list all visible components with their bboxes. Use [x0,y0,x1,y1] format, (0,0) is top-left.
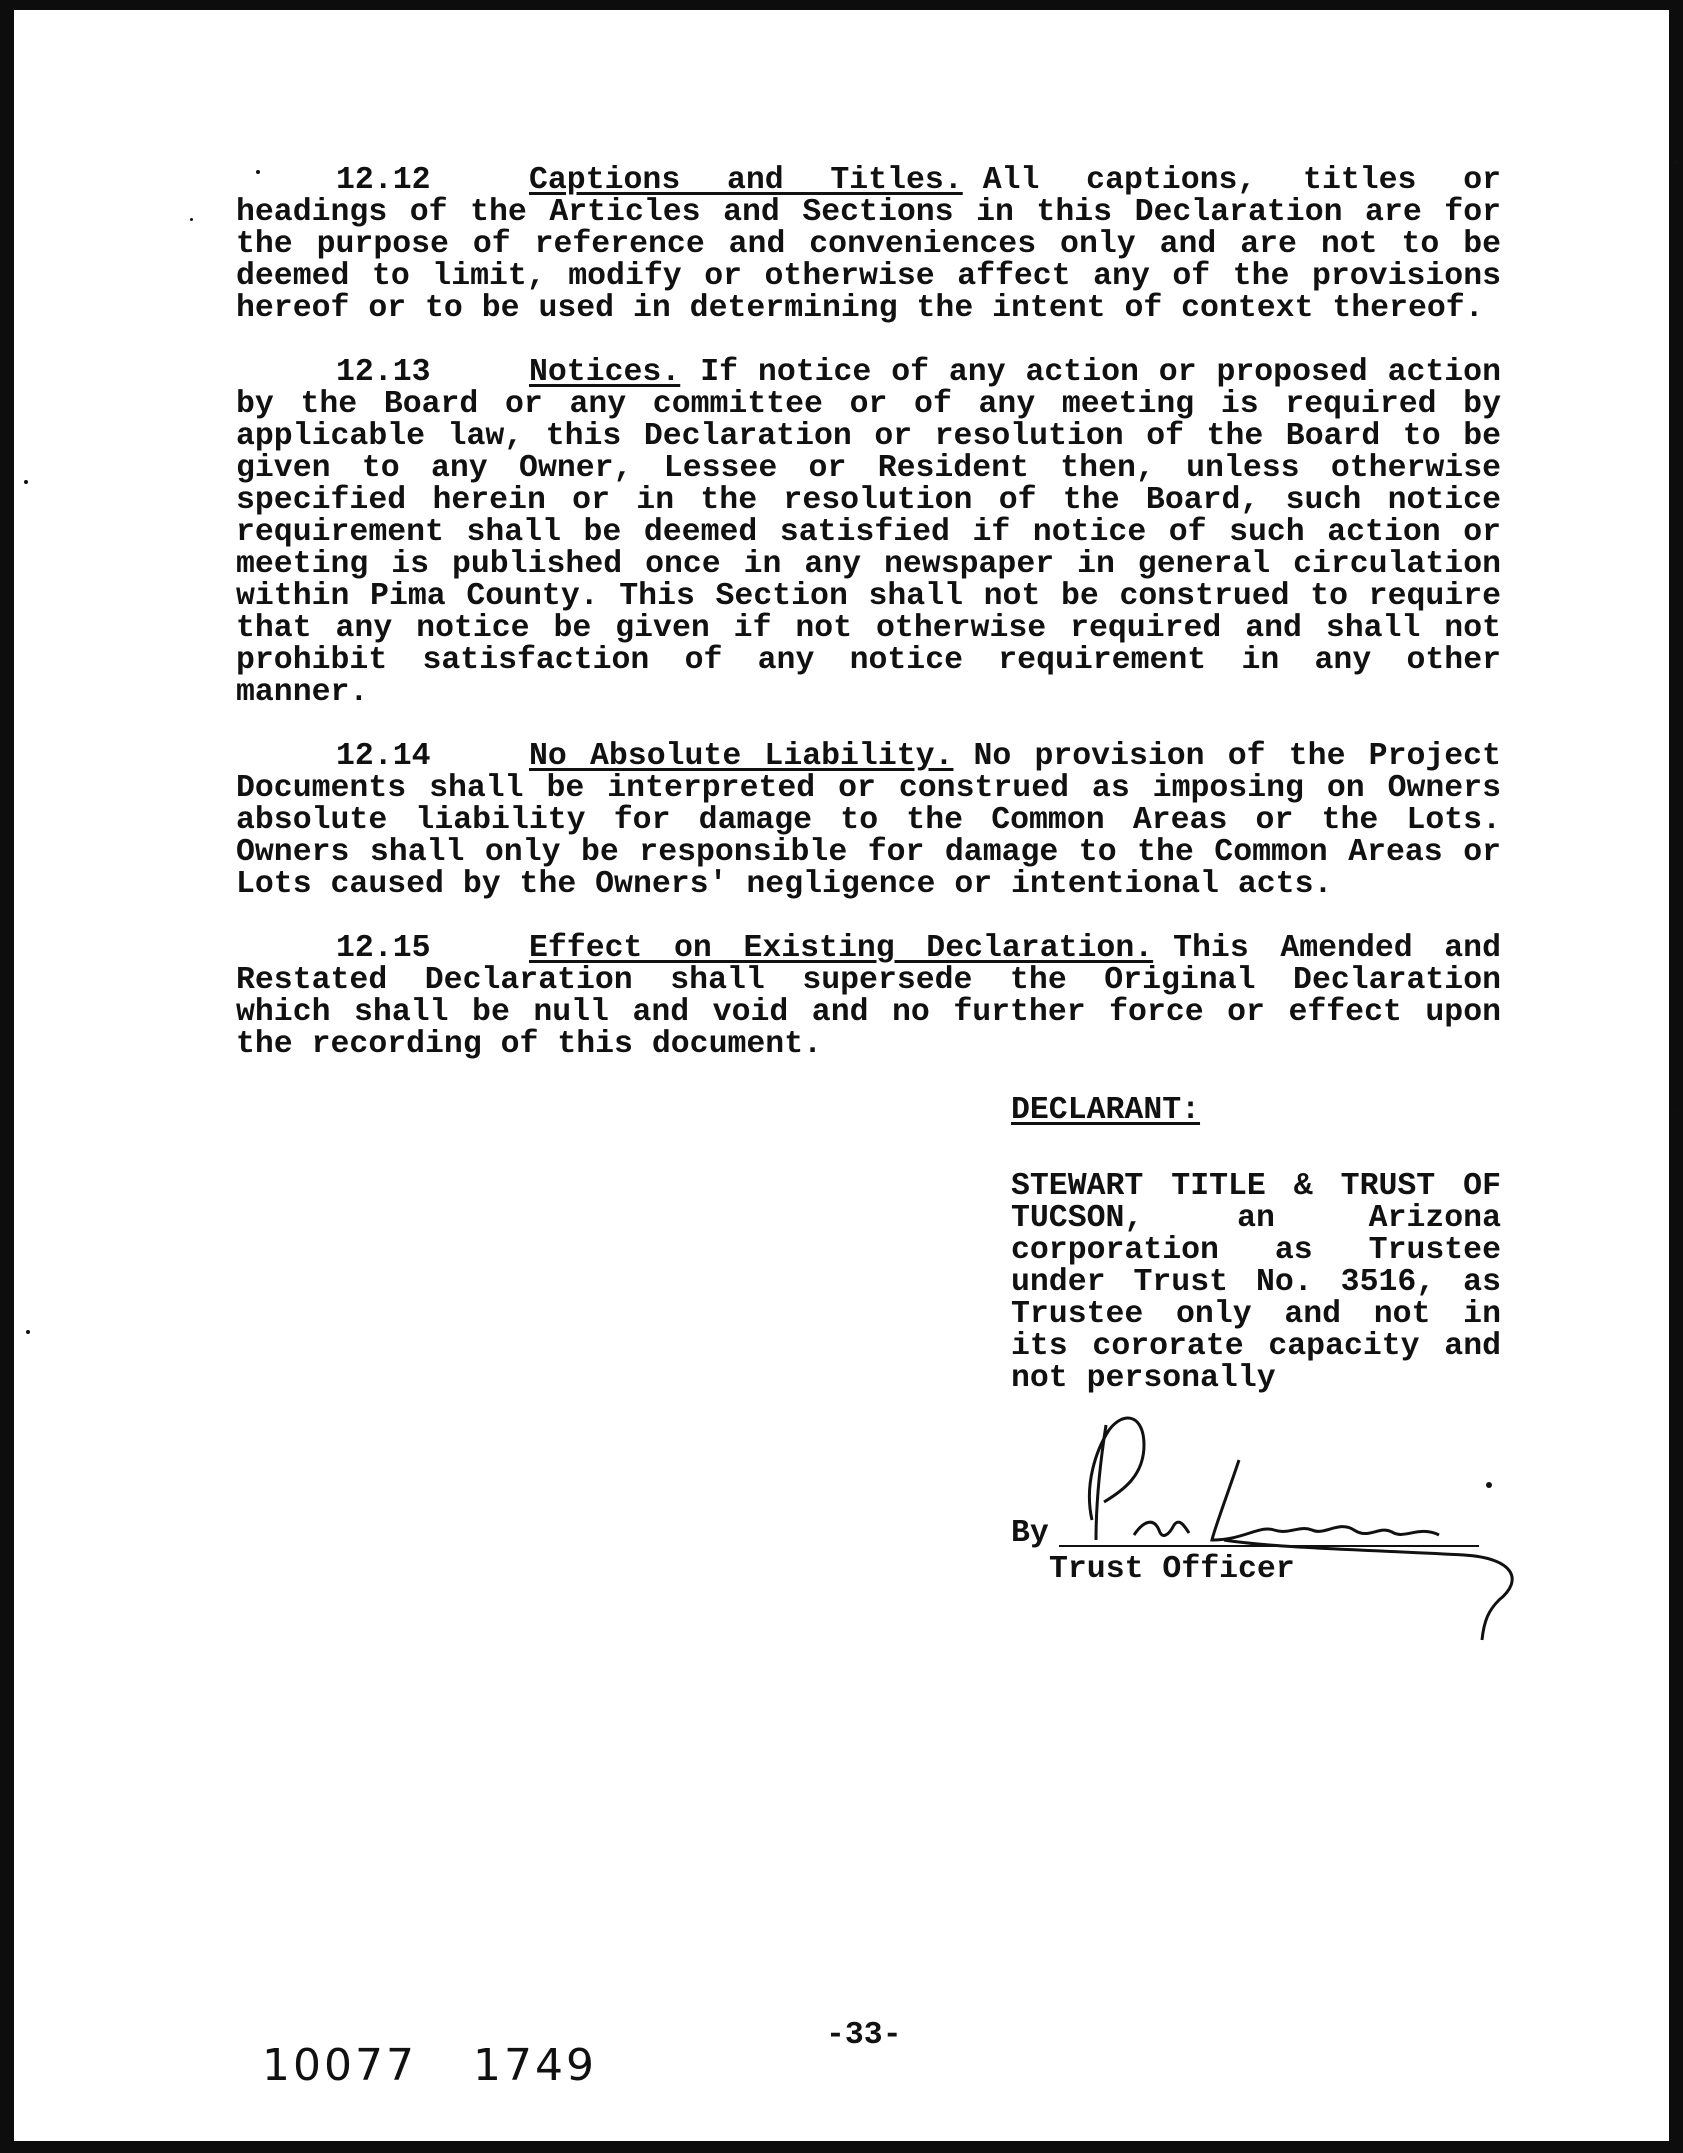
section-12-12 [236,165,1501,325]
section-heading: No Absolute Liability. [529,739,954,774]
section-12-14 [236,741,1501,901]
handwritten-signature [1044,1390,1544,1650]
signature-line [1059,1545,1479,1547]
scan-speck [1676,1110,1679,1113]
section-12-13 [236,357,1501,709]
scan-speck [24,480,28,484]
scan-speck [26,1330,30,1334]
declarant-block [1011,1095,1501,1395]
section-heading: Effect on Existing Declaration. [529,931,1154,966]
scan-speck [190,218,193,221]
scan-speck [256,170,260,174]
scan-speck [1674,160,1678,164]
section-text: This Amended and Restated Declaration shall supersede the Original Declaration which shall be null and void and no further force or effect upon the recording of this document. [236,931,1501,1062]
section-text: All captions, titles or headings of the Articles and Sections in this Declaration are for the purpose of reference and conveniences only and are not to be deemed to limit, modify or otherwise affect any of the provisions hereof or to be used in determining the intent of context thereof. [236,163,1501,326]
section-number: 12.13 [336,355,431,390]
section-heading: Captions and Titles. [529,163,963,198]
section-text: If notice of any action or proposed action by the Board or any committee or of any meeting is required by applicable law, this Declaration or resolution of the Board to be given to any Owner, Lessee or Resident then, unless otherwise specified herein or in the resolution of the Board, such notice requirement shall be deemed satisfied if notice of such action or meeting is published once in any newspaper in general circulation within Pima County. This Section shall not be construed to require that any notice be given if not otherwise required and shall not prohibit satisfaction of any notice requirement in any other manner. [236,355,1501,710]
section-12-15 [236,933,1501,1061]
section-number: 12.14 [336,739,431,774]
recording-number [262,2040,597,2091]
recording-book: 10077 [262,2040,417,2091]
by-label: By [1011,1516,1049,1551]
section-number: 12.12 [336,163,431,198]
recording-page: 1749 [472,2040,597,2091]
section-number: 12.15 [336,931,431,966]
section-heading: Notices. [529,355,681,390]
section-text: No provision of the Project Documents shall be interpreted or construed as imposing on Owners absolute liability for damage to the Common Areas or the Lots. Owners shall only be responsible for damage to the Common Areas or Lots caused by the Owners' negligence or intentional acts. [236,739,1501,902]
trust-officer-label: Trust Officer [1049,1552,1295,1587]
declarant-title: DECLARANT: [1011,1093,1201,1128]
page-number: -33- [826,2018,902,2053]
trustee-description: STEWART TITLE & TRUST OF TUCSON, an Arizona corporation as Trustee under Trust No. 3516, as Trustee only and not in its cororate capacity and not personally [1011,1169,1501,1396]
declaration-body [236,165,1501,1093]
